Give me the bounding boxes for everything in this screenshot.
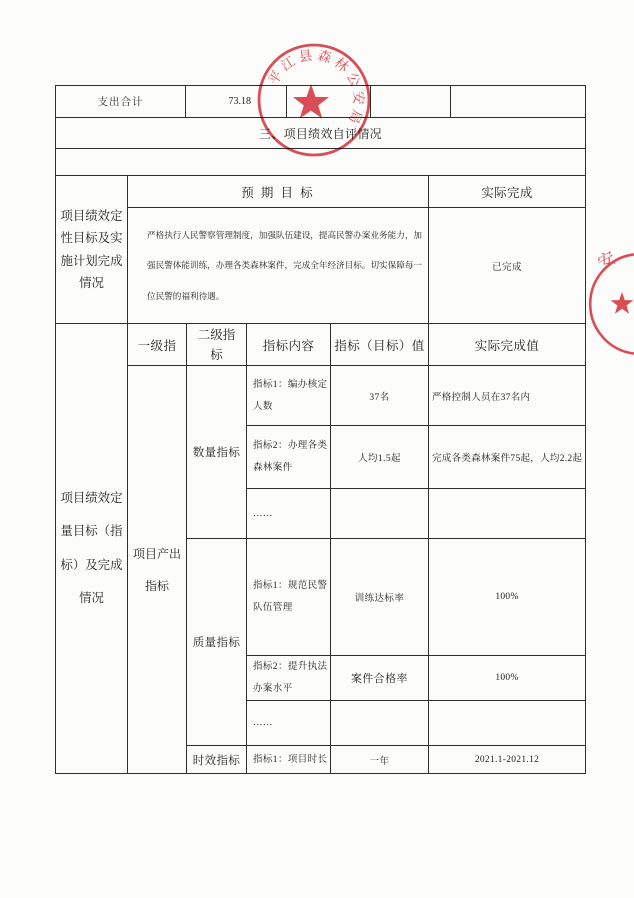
table-row-target [330, 425, 429, 489]
expense-total-value: 73.18 [228, 96, 251, 107]
indicator-target: 37名 [369, 392, 390, 403]
blank-cell [286, 85, 371, 118]
qualitative-label-cell [55, 175, 128, 324]
indicator-actual: 2021.1-2021.12 [474, 754, 540, 765]
expense-total-value-cell [185, 85, 287, 118]
ellipsis-placeholder: …… [253, 718, 273, 728]
header-level2-cell [186, 323, 247, 366]
expected-goal-text: 严格执行人民警察管理制度，加强队伍建设，提高民警办案业务能力，加强民警体能训练，办理各类森林案件，完成全年经济目标。切实保障每一位民警的福利待遇。 [147, 229, 423, 301]
indicator-actual: 100% [495, 673, 519, 683]
header-level2: 二级指标 [197, 327, 236, 362]
group-quantity-cell [186, 365, 247, 539]
table-row-actual [428, 488, 586, 539]
actual-completion-header: 实际完成 [481, 185, 533, 200]
seal-lettering-path: 平江县森林公安局 [265, 47, 367, 130]
quantitative-label: 项目绩效定量目标（指标）及完成情况 [60, 490, 123, 605]
table-row-content [246, 655, 331, 701]
table-row-content [246, 538, 331, 656]
level1-cell [127, 365, 187, 774]
edge-seal-ring [590, 254, 634, 353]
table-row-content [246, 745, 331, 774]
table-row-target [330, 655, 429, 701]
edge-seal [590, 248, 634, 354]
table-row-actual [428, 655, 586, 701]
actual-completion-header-cell [428, 175, 586, 208]
edge-seal-star-icon [611, 292, 634, 314]
section-title-cell [55, 117, 586, 149]
expected-goal-header-cell [127, 175, 429, 208]
indicator-content: 指标1：编办核定人数 [253, 379, 328, 412]
table-row-actual [428, 365, 586, 426]
table-row-content [246, 700, 331, 746]
indicator-actual: 100% [495, 592, 519, 602]
blank-cell [450, 85, 586, 118]
header-level1: 一级指 [137, 338, 177, 353]
indicator-target: 训练达标率 [354, 594, 405, 604]
actual-completion-text: 已完成 [492, 262, 522, 273]
group-quality-cell [186, 538, 247, 746]
indicator-target: 人均1.5起 [358, 454, 401, 464]
section-title: 三、项目绩效自评情况 [258, 126, 382, 141]
group-timeliness-cell [186, 745, 247, 774]
group-quantity-label: 数量指标 [192, 447, 241, 459]
table-row-content [246, 365, 331, 426]
table-row-target [330, 488, 429, 539]
table-row-target [330, 365, 429, 426]
edge-seal-lettering: 安 [594, 248, 620, 274]
blank-cell [370, 85, 451, 118]
header-target-cell [330, 323, 429, 366]
table-row-actual [428, 700, 586, 746]
header-content-cell [246, 323, 331, 366]
header-target: 指标（目标）值 [334, 338, 425, 353]
quantitative-label-cell [55, 323, 128, 774]
expense-total-label: 支出合计 [97, 97, 144, 108]
blank-row [55, 148, 586, 176]
indicator-actual: 完成各类森林案件75起，人均2.2起 [432, 454, 583, 464]
level1-label: 项目产出指标 [132, 546, 181, 593]
indicator-content: 指标1：项目时长 [253, 754, 328, 765]
actual-completion-text-cell [428, 207, 586, 324]
indicator-actual: 严格控制人员在37名内 [432, 392, 531, 403]
table-row-actual [428, 538, 586, 656]
expected-goal-text-cell [127, 207, 429, 324]
indicator-target: 案件合格率 [351, 672, 408, 685]
header-level1-cell [127, 323, 187, 366]
expense-total-label-cell [55, 85, 186, 118]
indicator-content: 指标2：办理各类森林案件 [253, 441, 328, 473]
table-row-target [330, 745, 429, 774]
indicator-content: 指标2：提升执法办案水平 [253, 662, 328, 694]
group-quality-label: 质量指标 [192, 637, 241, 649]
table-row-content [246, 425, 331, 489]
table-row-content [246, 488, 331, 539]
indicator-target: 一年 [369, 756, 390, 767]
header-content: 指标内容 [262, 338, 315, 353]
table-row-target [330, 700, 429, 746]
ellipsis-placeholder: …… [253, 508, 273, 519]
qualitative-label: 项目绩效定性目标及实施计划完成情况 [60, 208, 123, 290]
table-row-target [330, 538, 429, 656]
group-timeliness-label: 时效指标 [192, 754, 241, 767]
header-actual: 实际完成值 [474, 338, 540, 353]
header-actual-cell [428, 323, 586, 366]
table-row-actual [428, 745, 586, 774]
indicator-content: 指标1：规范民警队伍管理 [253, 581, 328, 613]
expected-goal-header: 预 期 目 标 [241, 185, 315, 200]
table-row-actual [428, 425, 586, 489]
